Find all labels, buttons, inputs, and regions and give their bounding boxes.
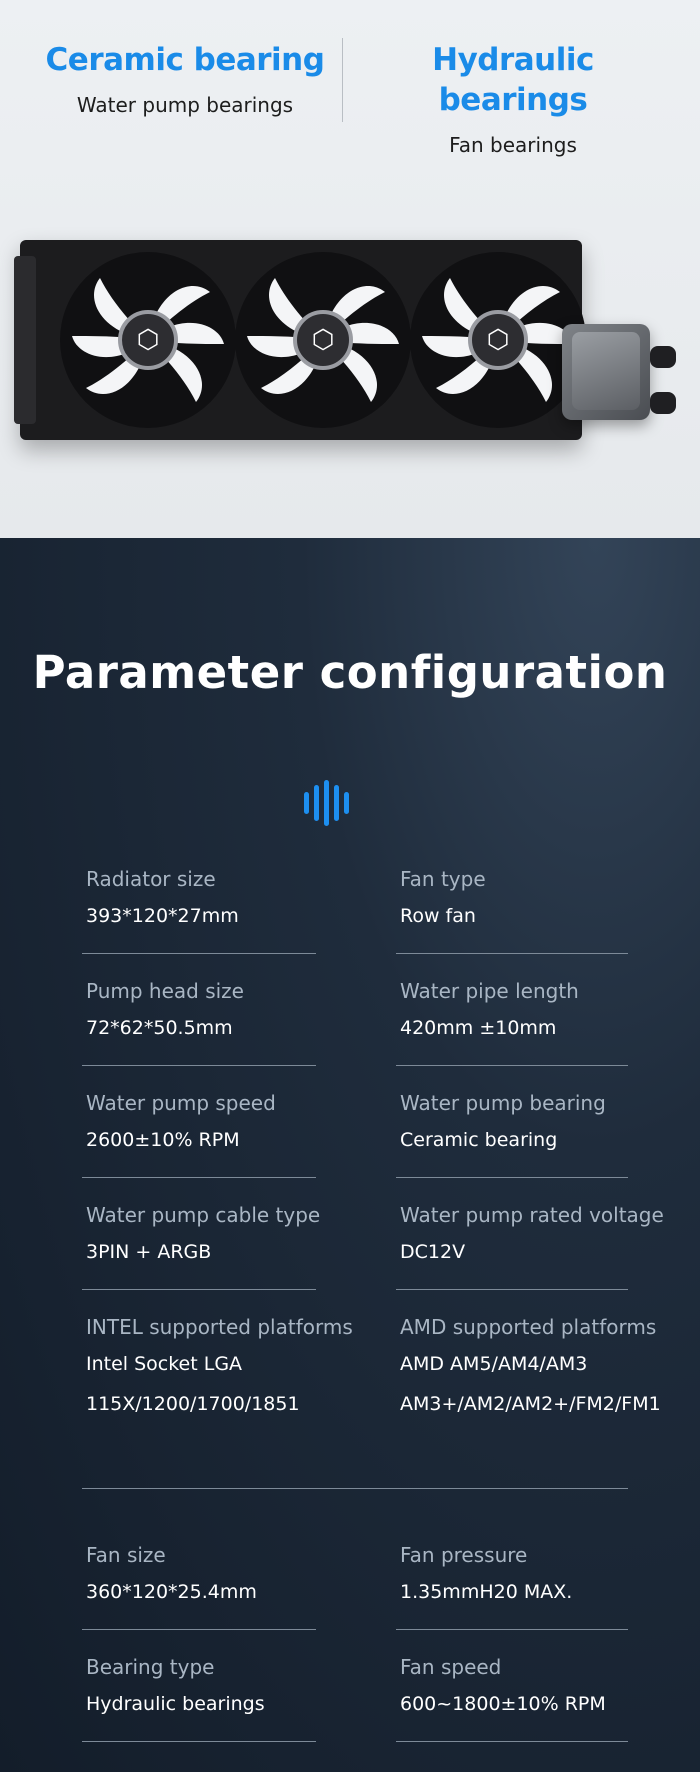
divider — [396, 1741, 628, 1742]
fan-illustration — [60, 252, 236, 428]
hero-section — [0, 0, 700, 538]
divider — [82, 953, 316, 954]
pump-head-illustration — [562, 324, 650, 420]
tube-fitting-icon — [650, 392, 676, 414]
ceramic-bearing-block — [35, 40, 335, 118]
param-value: 72*62*50.5mm — [86, 1017, 233, 1039]
param-label: Water pump bearing — [400, 1091, 606, 1115]
divider — [396, 1629, 628, 1630]
vertical-divider — [342, 38, 343, 122]
param-label: Fan type — [400, 867, 486, 891]
param-pump-rated-voltage — [400, 1202, 664, 1265]
param-value: Intel Socket LGA — [86, 1353, 243, 1375]
param-value-line2: AM3+/AM2/AM2+/FM2/FM1 — [400, 1393, 661, 1415]
param-pump-head-size — [86, 978, 326, 1041]
divider — [396, 1289, 628, 1290]
divider — [82, 1065, 316, 1066]
param-label: Fan pressure — [400, 1543, 528, 1567]
param-fan-pressure — [400, 1542, 640, 1605]
param-fan-type — [400, 866, 640, 929]
divider — [82, 1289, 316, 1290]
param-bearing-type — [86, 1654, 326, 1717]
param-value: DC12V — [400, 1241, 466, 1263]
bearing-subtitle: Fan bearings — [449, 133, 577, 157]
param-fan-size — [86, 1542, 326, 1605]
param-value: Row fan — [400, 905, 476, 927]
fan-illustration — [235, 252, 411, 428]
param-value: AMD AM5/AM4/AM3 — [400, 1353, 588, 1375]
sound-bars-icon — [304, 780, 362, 826]
bearing-title: Hydraulic bearings — [432, 42, 594, 118]
param-label: Fan speed — [400, 1655, 502, 1679]
param-water-pipe-length — [400, 978, 640, 1041]
radiator-illustration — [20, 240, 582, 440]
param-value: 1.35mmH20 MAX. — [400, 1581, 573, 1603]
divider — [82, 1177, 316, 1178]
param-value: 600~1800±10% RPM — [400, 1693, 606, 1715]
fan-illustration — [410, 252, 586, 428]
fan-hub-logo-icon: ⬡ — [293, 310, 353, 370]
fan-hub-logo-icon: ⬡ — [118, 310, 178, 370]
param-value: 360*120*25.4mm — [86, 1581, 257, 1603]
param-water-pump-bearing — [400, 1090, 640, 1153]
param-pump-cable-type — [86, 1202, 326, 1265]
divider — [82, 1629, 316, 1630]
fan-hub-logo-icon: ⬡ — [468, 310, 528, 370]
hydraulic-bearing-block — [363, 40, 663, 158]
parameter-section — [0, 538, 700, 1772]
param-value: 3PIN + ARGB — [86, 1241, 212, 1263]
param-radiator-size — [86, 866, 326, 929]
group-divider — [82, 1488, 628, 1489]
divider — [396, 1065, 628, 1066]
param-amd-platforms — [400, 1314, 661, 1417]
param-fan-speed — [400, 1654, 640, 1717]
bearing-title: Ceramic bearing — [45, 42, 325, 78]
param-label: Water pump rated voltage — [400, 1203, 664, 1227]
param-label: Pump head size — [86, 979, 244, 1003]
param-label: Radiator size — [86, 867, 216, 891]
section-heading: Parameter configuration — [32, 646, 668, 699]
divider — [82, 1741, 316, 1742]
param-label: Water pipe length — [400, 979, 579, 1003]
param-label: AMD supported platforms — [400, 1315, 657, 1339]
param-intel-platforms — [86, 1314, 353, 1417]
tube-fitting-icon — [650, 346, 676, 368]
param-label: INTEL supported platforms — [86, 1315, 353, 1339]
param-value: Ceramic bearing — [400, 1129, 558, 1151]
bearing-subtitle: Water pump bearings — [76, 93, 294, 117]
param-label: Water pump cable type — [86, 1203, 321, 1227]
param-value: 393*120*27mm — [86, 905, 239, 927]
param-water-pump-speed — [86, 1090, 326, 1153]
param-value: Hydraulic bearings — [86, 1693, 265, 1715]
param-label: Bearing type — [86, 1655, 215, 1679]
divider — [396, 1177, 628, 1178]
param-value: 2600±10% RPM — [86, 1129, 240, 1151]
divider — [396, 953, 628, 954]
param-label: Fan size — [86, 1543, 166, 1567]
param-value-line2: 115X/1200/1700/1851 — [86, 1393, 300, 1415]
pump-cap — [572, 332, 640, 410]
param-label: Water pump speed — [86, 1091, 276, 1115]
param-value: 420mm ±10mm — [400, 1017, 557, 1039]
radiator-endcap — [14, 256, 36, 424]
